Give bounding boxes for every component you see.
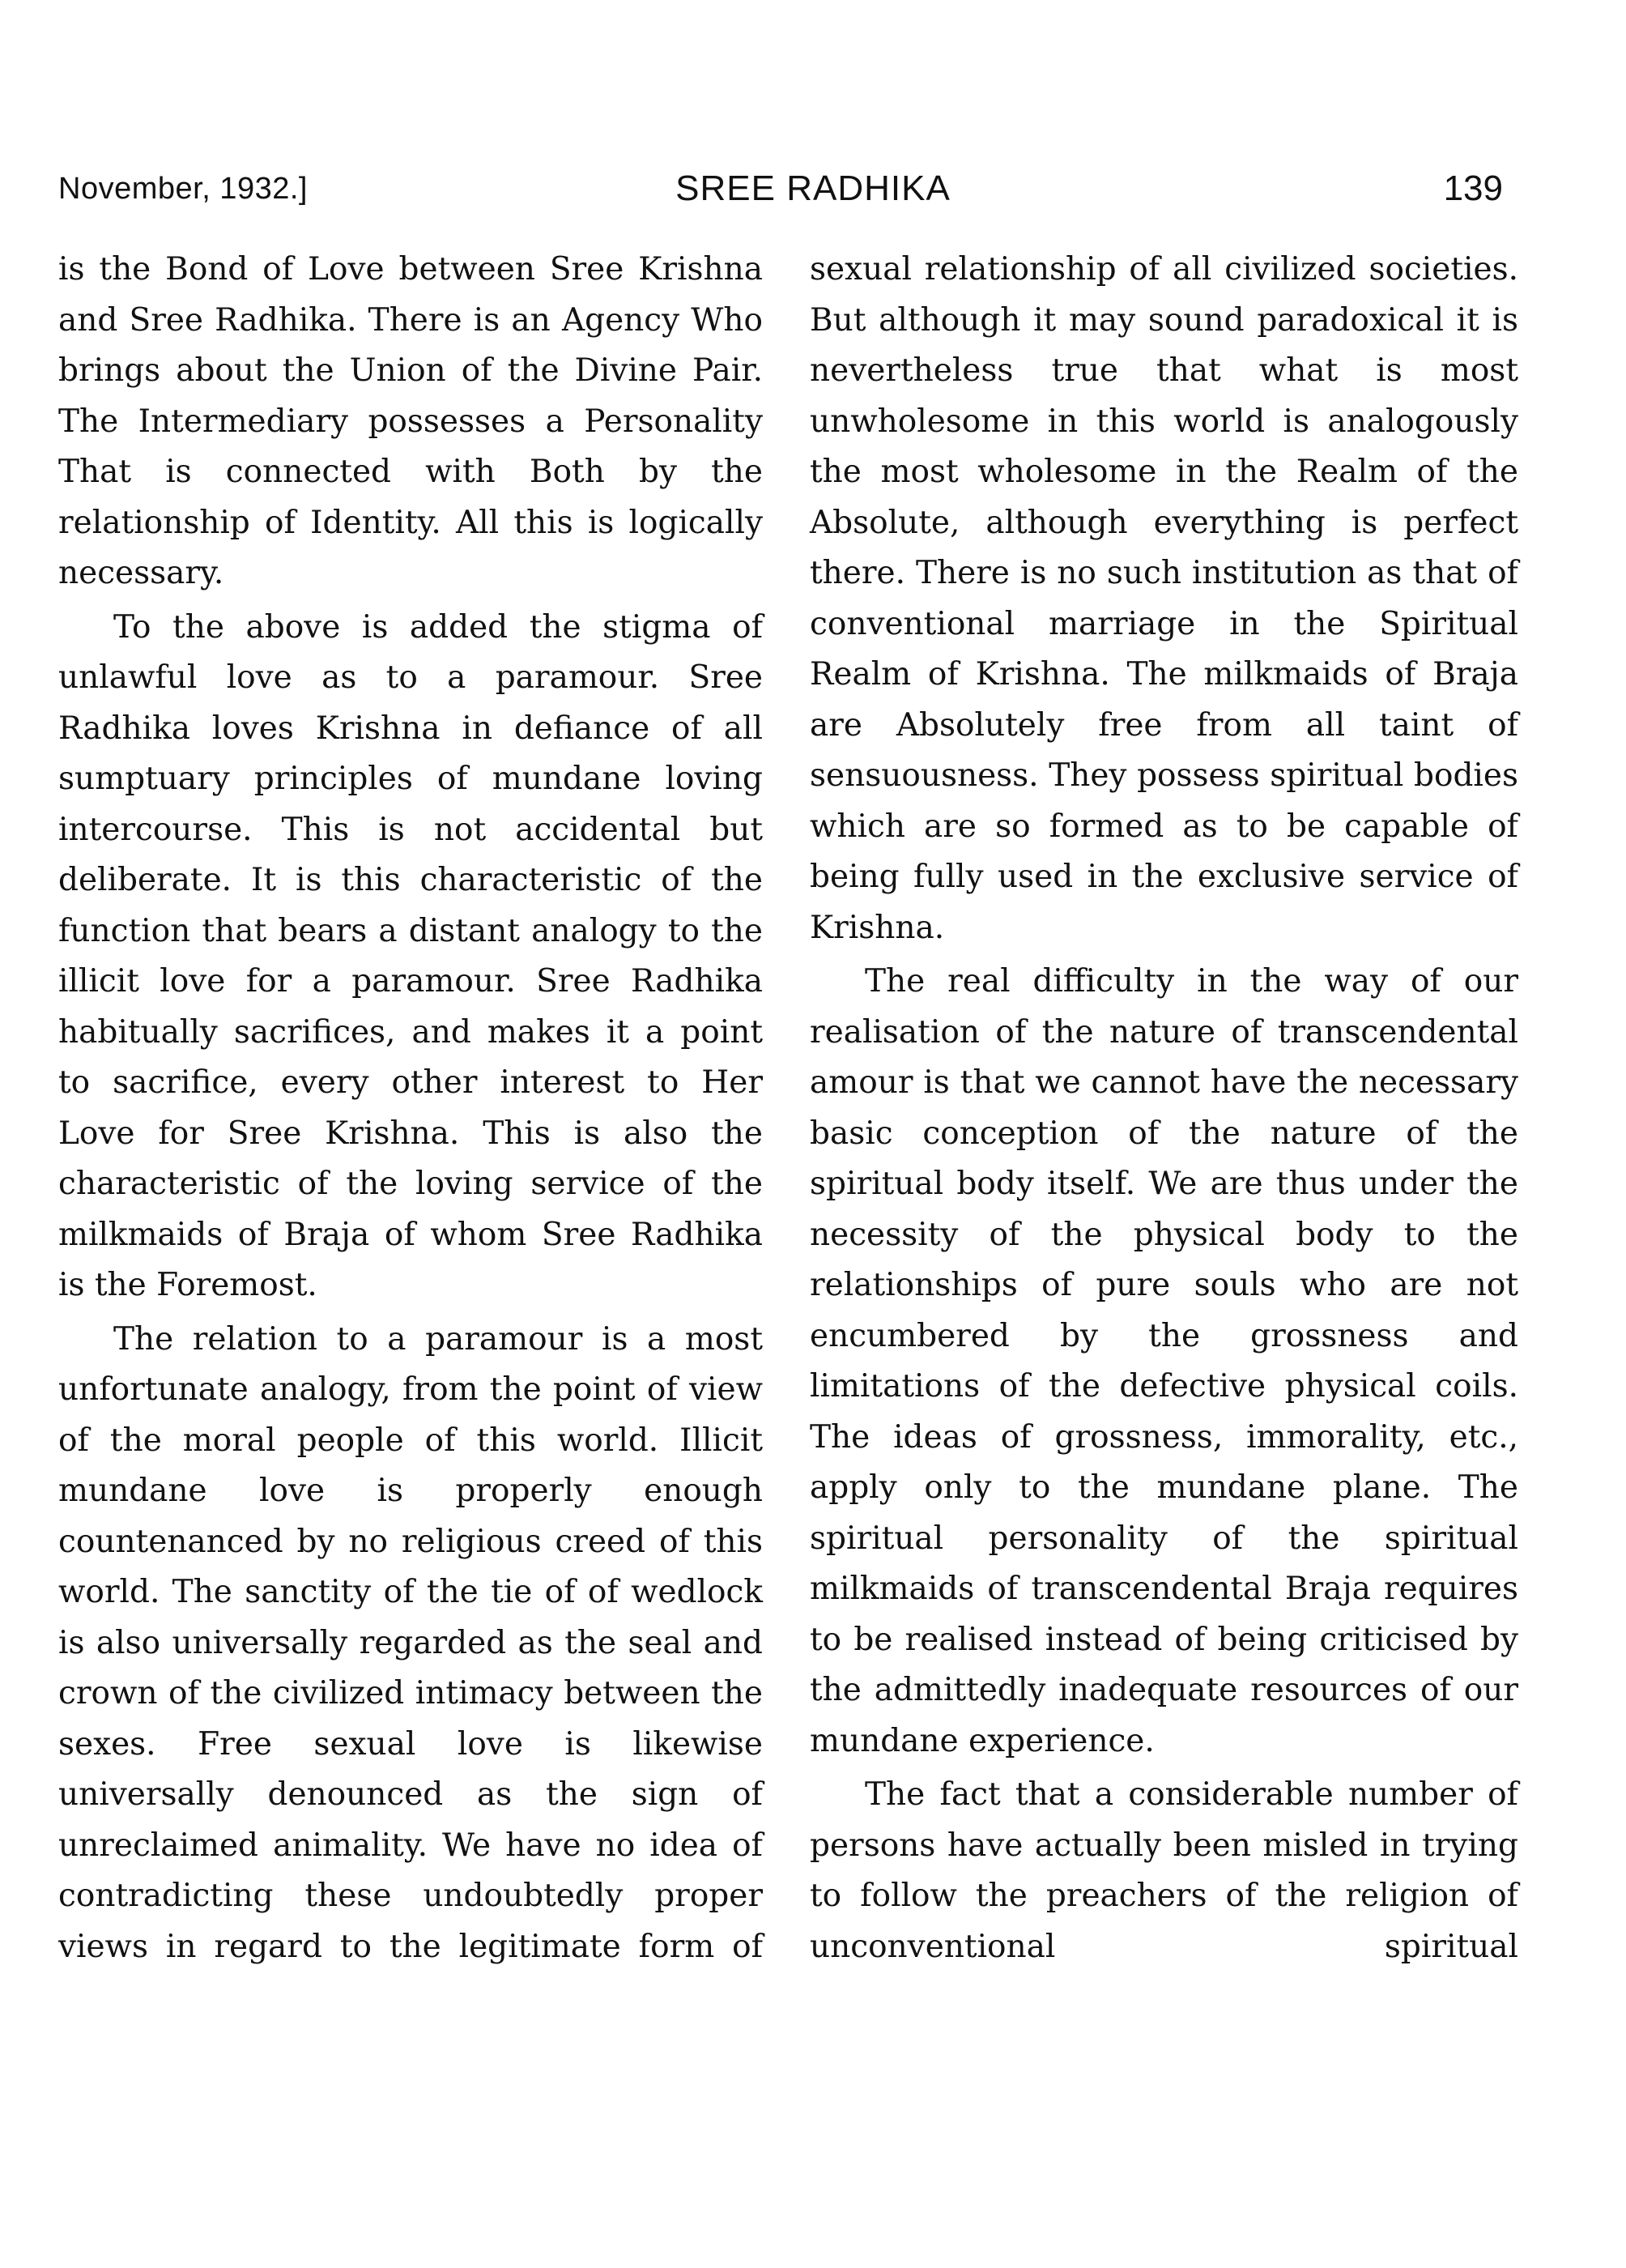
paragraph: To the above is added the stigma of unlawful love as to a paramour. Sree Radhika loves Krishna in defiance of all sumptuary principles of mundane loving intercourse. This is not accidental but deliberate. It is this characteristic of the function that bears a distant analogy to the illicit love for a paramour. Sree Radhika habitually sacrifices, and makes it a point to sacrifice, every other interest to Her Love for Sree Krishna. This is also the characteristic of the loving service of the milkmaids of Braja of whom Sree Radhika is the Foremost. bbox=[58, 608, 763, 1303]
paragraph: sexual relationship of all civilized societies. But although it may sound paradoxical it is nevertheless true that what is most unwholesome in this world is analogously the most wholesome in the Realm of the Absolute, although everything is perfect there. There is no such institution as that of conventional marriage in the Spiritual Realm of Krishna. The milkmaids of Braja are Absolutely free from all taint of sensuousness. They possess spiritual bodies which are so formed as to be capable of being fully used in the exclusive service of Krishna. bbox=[810, 251, 1518, 946]
paragraph: The fact that a considerable number of persons have actually been misled in trying to follow the preachers of the religion of unconventional spiritual bbox=[810, 1776, 1518, 1965]
paragraph: is the Bond of Love between Sree Krishna and Sree Radhika. There is an Agency Who brings about the Union of the Divine Pair. The Intermediary possesses a Personality That is connected with Both by the relationship of Identity. All this is logically necessary. bbox=[58, 251, 763, 591]
right-column bbox=[810, 245, 1518, 1972]
page-number: 139 bbox=[1443, 168, 1503, 208]
paragraph: The relation to a paramour is a most unfortunate analogy, from the point of view of the moral people of this world. Illicit mundane love is properly enough countenanced by no religious creed of this world. The sanctity of the tie of of wedlock is also universally regarded as the seal and crown of the civilized intimacy between the sexes. Free sexual love is likewise universally denounced as the sign of unreclaimed animality. We have no idea of contradicting these undoubtedly proper views in regard to the legitimate form of bbox=[58, 1320, 763, 1965]
left-column bbox=[58, 245, 763, 1972]
paragraph: The real difficulty in the way of our realisation of the nature of transcendental amour is that we cannot have the necessary basic conception of the nature of the spiritual body itself. We are thus under the necessity of the physical body to the relationships of pure souls who are not encumbered by the grossness and limitations of the defective physical coils. The ideas of grossness, immorality, etc., apply only to the mundane plane. The spiritual personality of the spiritual milkmaids of transcendental Braja requires to be realised instead of being criticised by the admittedly inadequate resources of our mundane experience. bbox=[810, 963, 1518, 1759]
running-head bbox=[0, 168, 1626, 217]
journal-title: SREE RADHIKA bbox=[675, 168, 951, 208]
issue-date: November, 1932.] bbox=[58, 172, 308, 206]
